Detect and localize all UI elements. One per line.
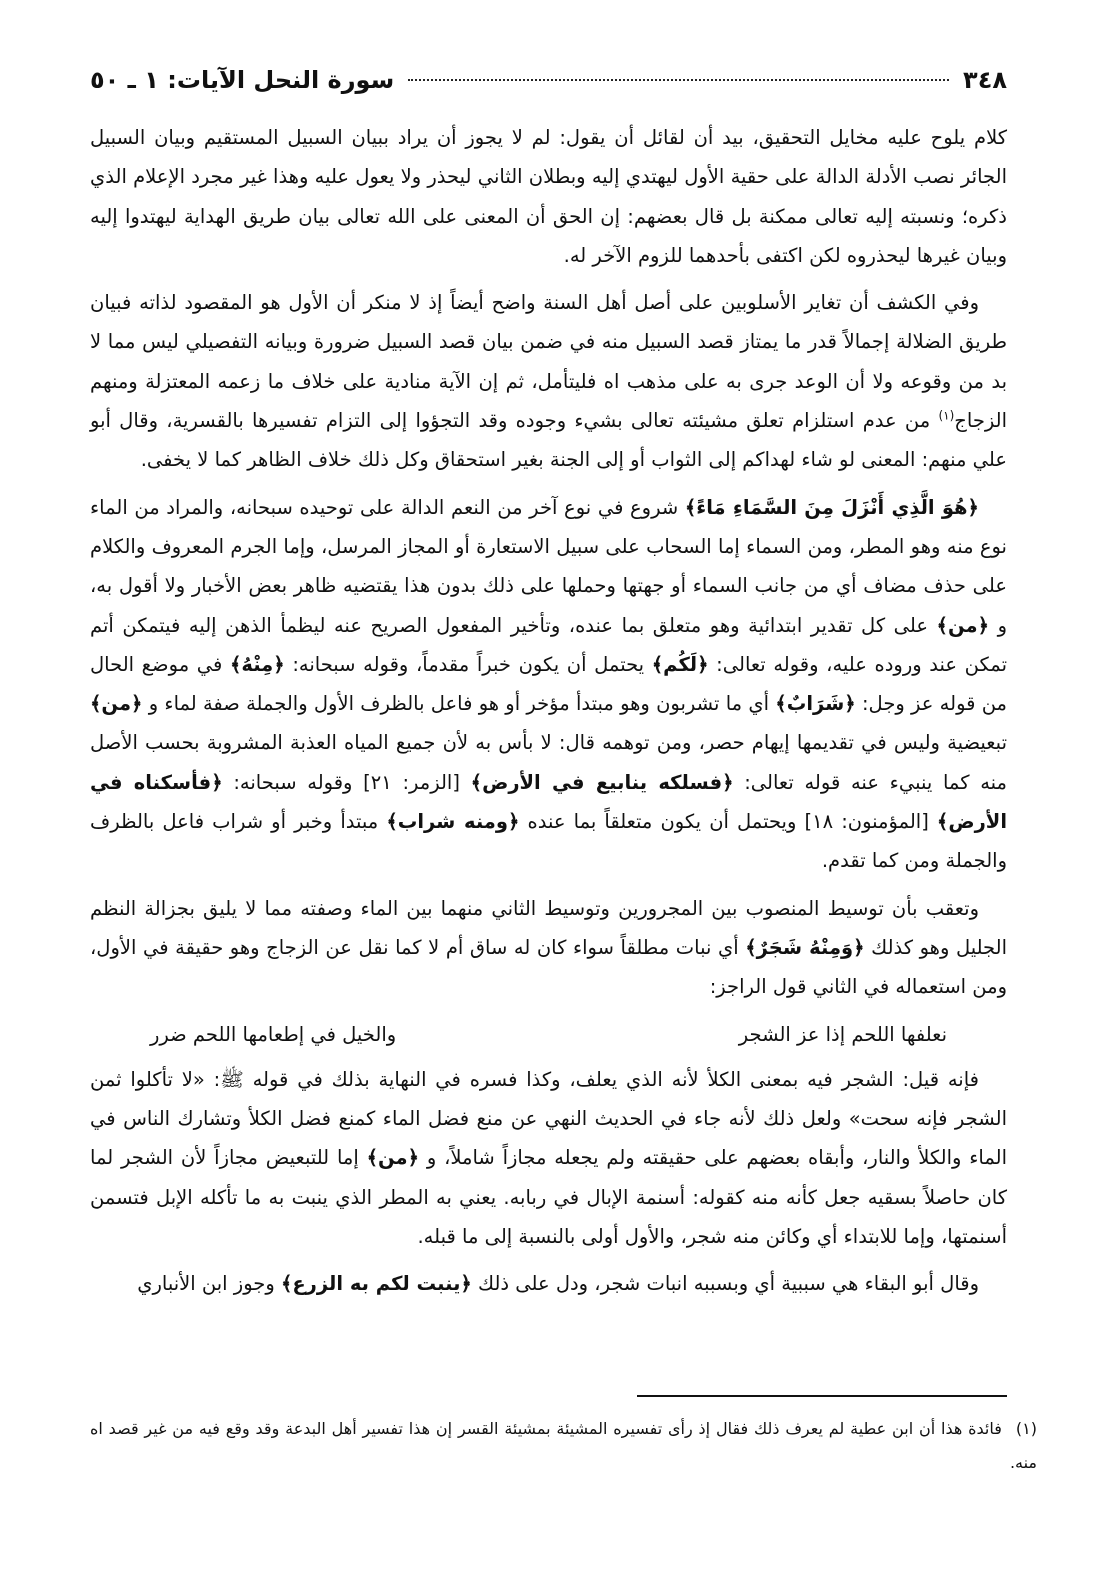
poem-second-hemistich: والخيل في إطعامها اللحم ضرر xyxy=(150,1022,397,1046)
quran-verse-shajar: ﴿وَمِنْهُ شَجَرٌ﴾ xyxy=(745,935,865,959)
quran-quote-zumar: ﴿فسلكه ينابيع في الأرض﴾ xyxy=(470,770,734,794)
paragraph-3-text-e: أي ما تشربون وهو مبتدأ مؤخر أو هو فاعل بالظرف الأول والجملة صفة لماء و xyxy=(142,692,776,716)
quran-quote-muminun: ﴿فأسكناه في الأرض﴾ xyxy=(90,770,1008,834)
paragraph-1: كلام يلوح عليه مخايل التحقيق، بيد أن لقائل أن يقول: لم لا يجوز أن يراد ببيان السبيل المستقيم وبيان السبيل الجائر نصب الأدلة الدالة على حقية الأول ليهتدي إليه وبطلان الثاني ليحذر ولا يعول عليه وهذا غير مجرد الإعلام الذي ذكره؛ ونسبته إليه تعالى ممكنة بل قال بعضهم: إن الحق أن المعنى على الله تعالى بيان طريق الهداية ليهتدوا إليه وبيان غيرها ليحذروه لكن اكتفى بأحدهما للزوم الآخر له. xyxy=(90,126,1007,267)
header-dotted-leader xyxy=(408,79,949,81)
paragraph-3-text-f: تبعيضية وليس في تقديمها إيهام حصر، ومن توهمه قال: لا بأس به لأن جميع المياه العذبة المشروبة بحسب الأصل منه كما ينبيء عنه قوله تعالى: xyxy=(90,731,1007,794)
quran-word-lakum: ﴿لَكُم﴾ xyxy=(651,652,709,676)
paragraph-3-text-h: [المؤمنون: ١٨] ويحتمل أن يكون متعلقاً بما عنده xyxy=(519,810,937,834)
paragraph-2 xyxy=(90,283,1007,479)
paragraph-4-text-b: أي نبات مطلقاً سواء كان له ساق أم لا كما نقل عن الزجاج وهو حقيقة في الأول، ومن استعماله في الثاني قول الراجز: xyxy=(90,935,1007,999)
paragraph-3-text-a: شروع في نوع آخر من النعم الدالة على توحيده سبحانه، والمراد من الماء نوع منه وهو المطر، ومن السماء إما السحاب على سبيل الاستعارة أو المجاز المرسل، وإما الجرم المعروف والكلام على حذف مضاف أي من جانب السماء أو جهتها وحملها على ذلك بدون هذا يقتضيه ظاهر بعض الأخبار ولا أقول به، و xyxy=(90,495,1007,637)
main-text xyxy=(90,118,1007,1312)
footnotes xyxy=(90,1412,1037,1480)
paragraph-6-text-a: وقال أبو البقاء هي سببية أي وبسببه انبات شجر، ودل على ذلك xyxy=(471,1272,979,1296)
page-header xyxy=(90,60,1007,100)
footnote-text: فائدة هذا أن ابن عطية لم يعرف ذلك فقال إذ رأى تفسيره المشيئة بمشيئة القسر إن هذا تفسير أهل البدعة وقد وقع فيه من غير قصد اه منه. xyxy=(90,1419,1037,1472)
footnote-marker[interactable]: (١) xyxy=(938,408,955,423)
quran-word-min-2: ﴿من﴾ xyxy=(90,692,143,716)
paragraph-3 xyxy=(90,488,1007,881)
footnote-number: (١) xyxy=(1015,1419,1037,1438)
paragraph-5 xyxy=(90,1060,1007,1256)
paragraph-5-text-b: إما للتبعيض مجازاً لأن الشجر لما كان حاصلاً بسقيه جعل كأنه منه كقوله: أسنمة الإبال في ربابه. يعني به المطر الذي ينبت به ما تأكله الإبل فتسمن أسنمتها، وإما للابتداء أي وكائن منه شجر، والأول أولى بالنسبة إلى ما قبله. xyxy=(90,1146,1007,1249)
paragraph-2-part-b: من عدم استلزام تعلق مشيئته تعالى بشيء وجوده وقد التجؤوا إلى التزام تفسيرها بالقسرية، وقال أبو علي منهم: المعنى لو شاء لهداكم إلى الثواب أو إلى الجنة بغير استحقاق وكل ذلك خلاف الظاهر كما لا يخفى. xyxy=(90,409,1007,472)
paragraph-3-text-g: [الزمر: ٢١] وقوله سبحانه: xyxy=(222,770,471,794)
quran-word-min-3: ﴿من﴾ xyxy=(366,1146,420,1170)
quran-word-minhu: ﴿مِنْهُ﴾ xyxy=(229,652,285,676)
paragraph-2-part-a: وفي الكشف أن تغاير الأسلوبين على أصل أهل السنة واضح أيضاً إذ لا منكر أن الأول هو المقصود لذاته فبيان طريق الضلالة إجمالاً قدر ما يمتاز قصد السبيل منه في ضمن بيان قصد السبيل ضرورة وبيانه التفصيلي ليس مما لا بد من وقوعه ولا أن الوعد جرى به على مذهب اه فليتأمل، ثم إن الآية منادية على خلاف ما زعمه المعتزلة ومنهم الزجاج xyxy=(90,291,1007,433)
paragraph-5-text-a: فإنه قيل: الشجر فيه بمعنى الكلأ لأنه الذي يعلف، وكذا فسره في النهاية بذلك في قوله ﷺ: «لا تأكلوا ثمن الشجر فإنه سحت» ولعل ذلك لأنه جاء في الحديث النهي عن منع فضل الماء كمنع فضل الكلأ وتشارك الناس في الماء والكلأ والنار، وأبقاه بعضهم على حقيقته ولم يجعله مجازاً شاملاً، و xyxy=(90,1067,1007,1170)
paragraph-3-text-d: في موضع الحال من قوله عز وجل: xyxy=(90,652,1008,716)
paragraph-6 xyxy=(90,1264,1007,1303)
paragraph-4 xyxy=(90,889,1007,1007)
paragraph-3-text-c: يحتمل أن يكون خبراً مقدماً، وقوله سبحانه: xyxy=(284,652,652,676)
quran-verse-zar: ﴿ينبت لكم به الزرع﴾ xyxy=(280,1272,472,1296)
quran-quote-sharab: ﴿ومنه شراب﴾ xyxy=(386,810,520,834)
footnote-divider xyxy=(637,1395,1007,1397)
quran-verse: ﴿هُوَ الَّذِي أَنْزَلَ مِنَ السَّمَاءِ مَاءً﴾ xyxy=(684,495,979,519)
poem-verse xyxy=(90,1015,1007,1054)
paragraph-3-text-i: مبتدأ وخبر أو شراب فاعل بالظرف والجملة ومن كما تقدم. xyxy=(90,810,1007,873)
running-title: سورة النحل الآيات: ١ ـ ٥٠ xyxy=(90,66,395,94)
page-number: ٣٤٨ xyxy=(963,66,1007,94)
quran-word-min: ﴿من﴾ xyxy=(936,613,990,637)
paragraph-3-text-b: على كل تقدير ابتدائية وهو متعلق بما عنده، وتأخير المفعول الصريح عنه ليظمأ الذهن إليه فيتمكن أتم تمكن عند وروده عليه، وقوله تعالى: xyxy=(90,613,1007,676)
paragraph-6-text-b: وجوز ابن الأنباري xyxy=(137,1272,281,1296)
poem-first-hemistich: نعلفها اللحم إذا عز الشجر xyxy=(738,1022,947,1046)
quran-word-sharab: ﴿شَرَابٌ﴾ xyxy=(775,692,856,716)
paragraph-4-text-a: وتعقب بأن توسيط المنصوب بين المجرورين وتوسيط الثاني منهما بين الماء وصفته مما لا يليق بجزالة النظم الجليل وهو كذلك xyxy=(90,896,1007,959)
